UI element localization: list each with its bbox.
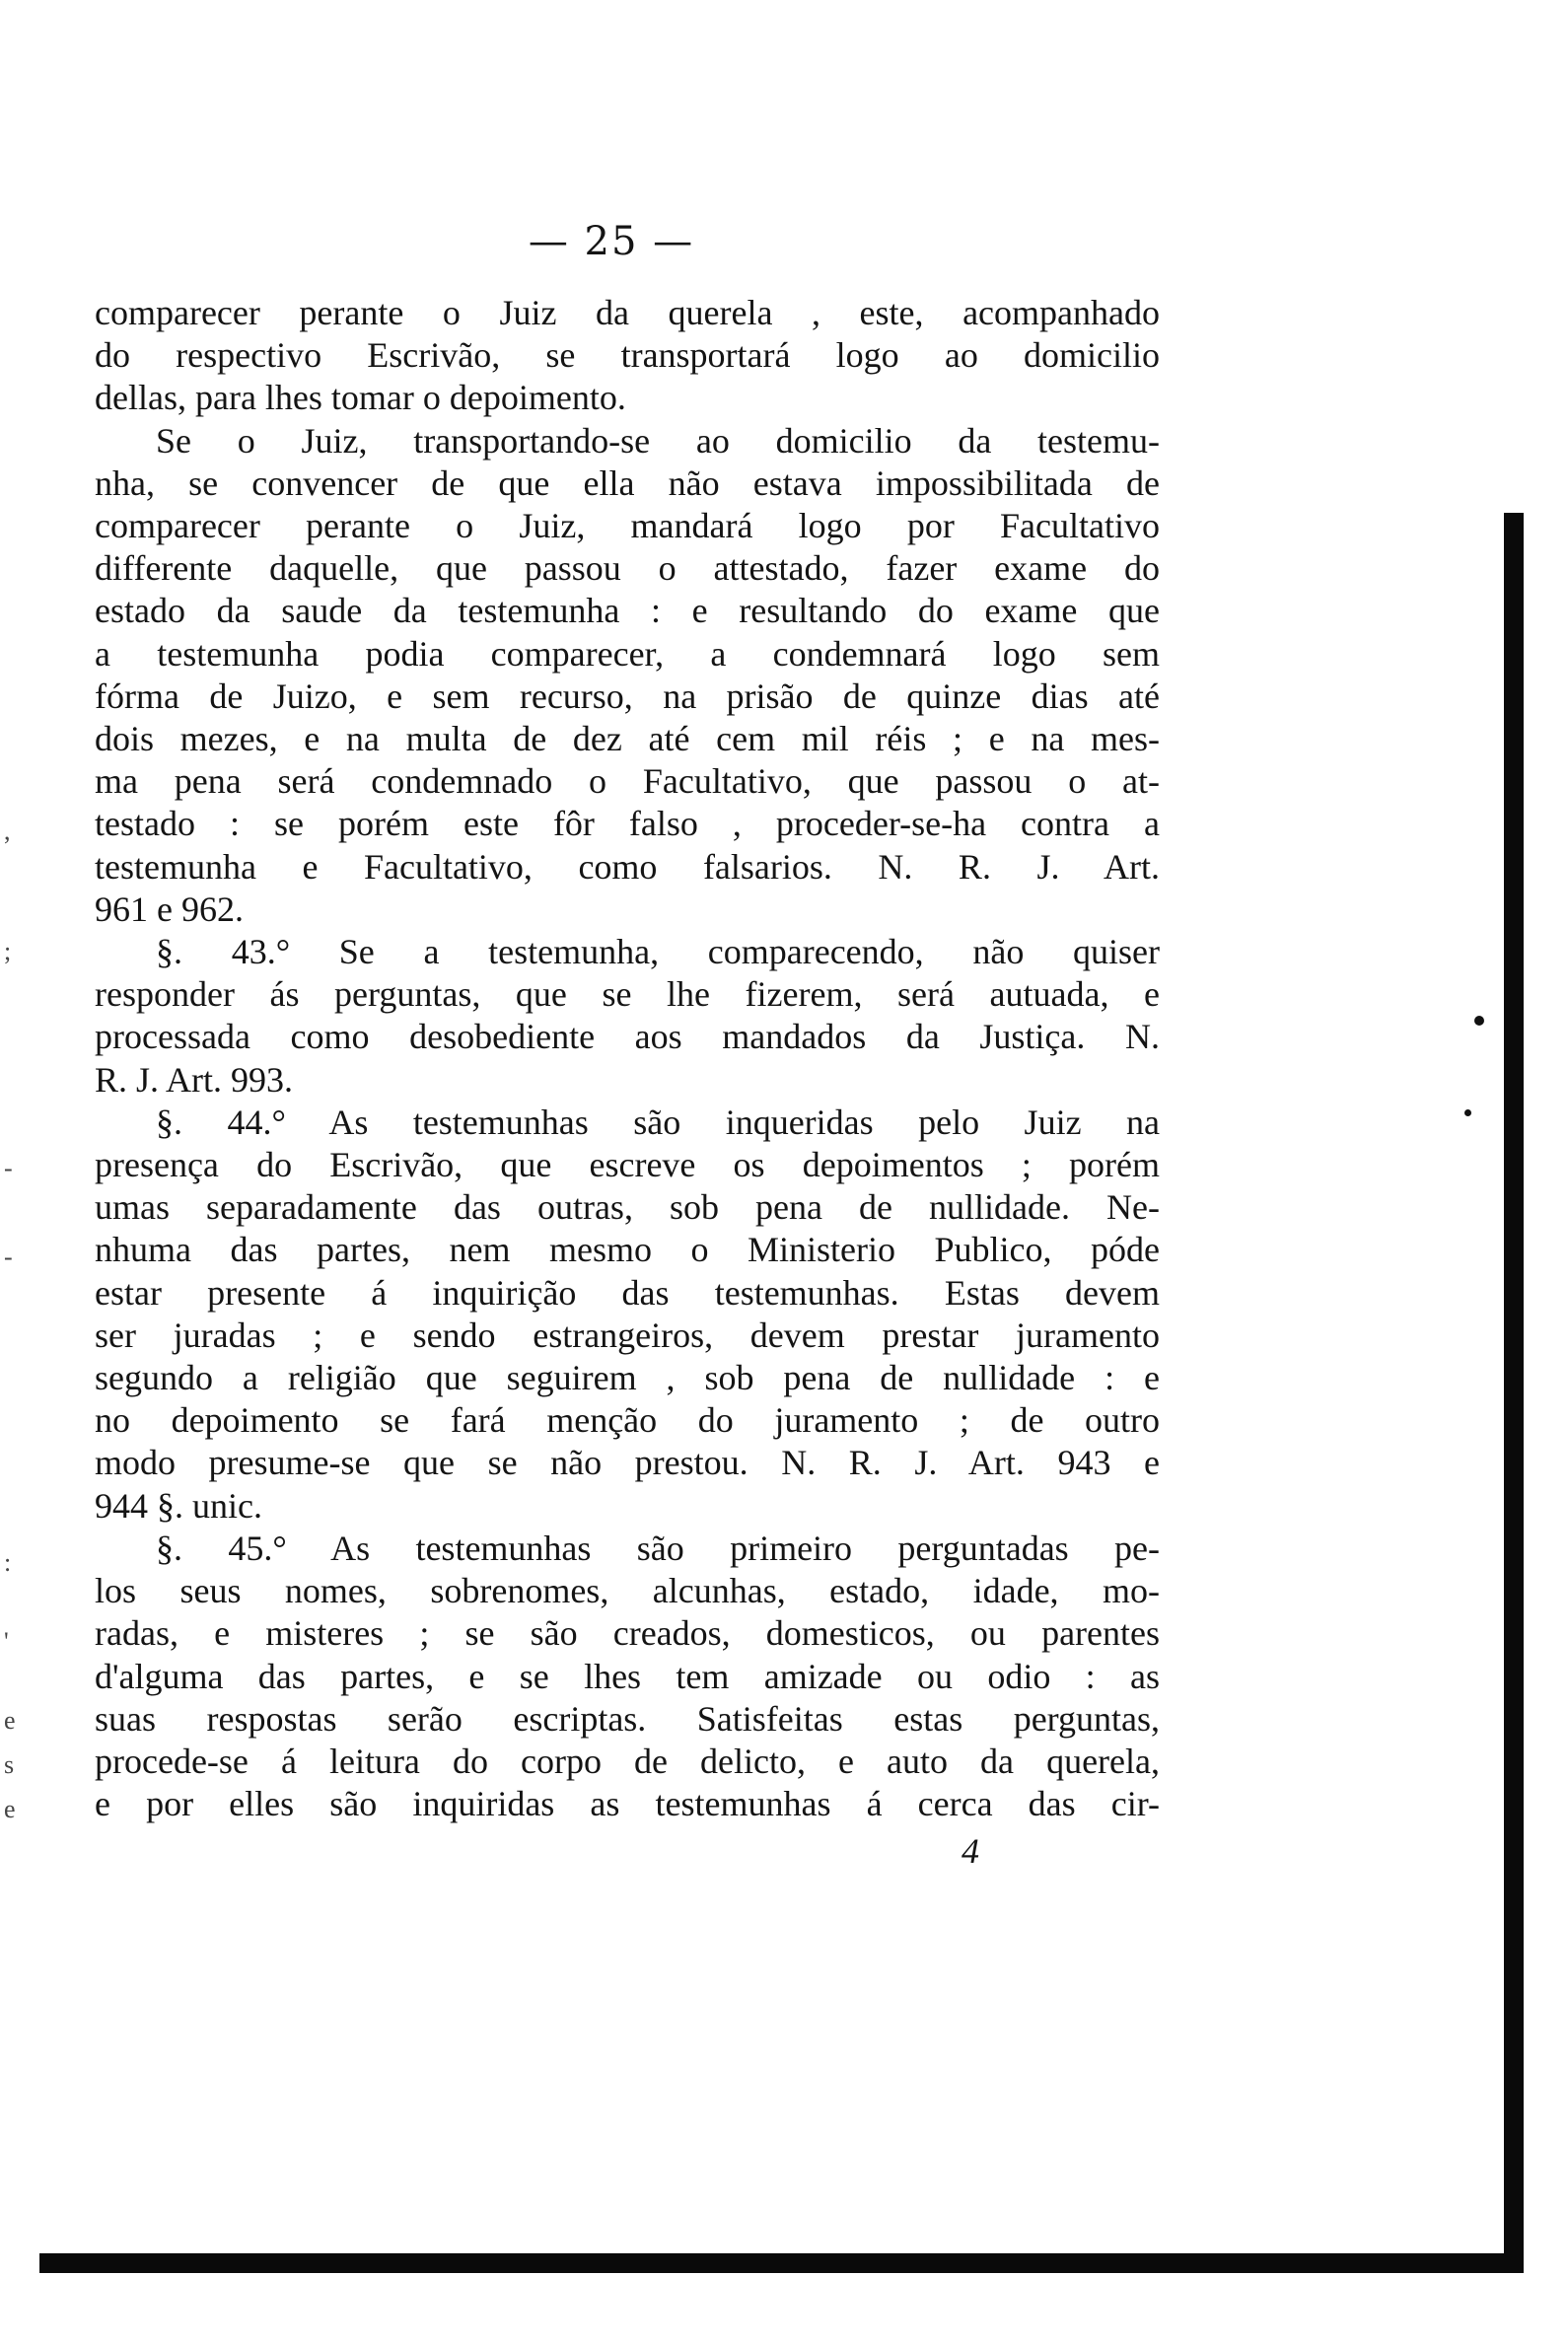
ink-speck — [1474, 1016, 1484, 1026]
text-line: estado da saude da testemunha : e resultando do exame que — [95, 591, 1160, 631]
text-line: ser juradas ; e sendo estrangeiros, devem prestar juramento — [95, 1315, 1160, 1355]
page-edge-shadow-bottom — [39, 2253, 1524, 2273]
text-line: 944 §. unic. — [95, 1485, 262, 1526]
signature-mark: 4 — [962, 1831, 979, 1871]
text-line: do respectivo Escrivão, se transportará logo ao domicilio — [95, 335, 1160, 376]
text-line: dois mezes, e na multa de dez até cem mil réis ; e na mes- — [95, 719, 1160, 759]
margin-mark: ' — [4, 1627, 9, 1656]
text-line: R. J. Art. 993. — [95, 1059, 294, 1100]
margin-mark: e — [4, 1795, 16, 1823]
text-line: fórma de Juizo, e sem recurso, na prisão de quinze dias até — [95, 676, 1160, 716]
text-line: responder ás perguntas, que se lhe fizerem, será autuada, e — [95, 974, 1160, 1015]
text-line: no depoimento se fará menção do juramento ; de outro — [95, 1400, 1160, 1441]
ink-speck — [1464, 1109, 1471, 1116]
body-text — [95, 292, 1160, 1825]
text-line: suas respostas serão escriptas. Satisfeitas estas perguntas, — [95, 1698, 1160, 1739]
page-number-header: — 25 — — [528, 219, 695, 264]
text-line: segundo a religião que seguirem , sob pena de nullidade : e — [95, 1358, 1160, 1398]
text-line: differente daquelle, que passou o attestado, fazer exame do — [95, 548, 1160, 589]
margin-mark: - — [4, 1154, 13, 1182]
text-line: testemunha e Facultativo, como falsarios. N. R. J. Art. — [95, 846, 1160, 887]
text-line: 961 e 962. — [95, 889, 244, 929]
text-line: Se o Juiz, transportando-se ao domicilio da testemu- — [156, 420, 1160, 461]
text-line: d'alguma das partes, e se lhes tem amizade ou odio : as — [95, 1656, 1160, 1696]
text-line: modo presume-se que se não prestou. N. R. J. Art. 943 e — [95, 1443, 1160, 1483]
text-line: dellas, para lhes tomar o depoimento. — [95, 378, 626, 418]
text-line: processada como desobediente aos mandados da Justiça. N. — [95, 1017, 1160, 1057]
page-edge-shadow-right — [1504, 513, 1524, 2268]
text-line: testado : se porém este fôr falso , proceder-se-ha contra a — [95, 804, 1160, 844]
margin-mark: : — [4, 1548, 12, 1577]
text-line: §. 45.° As testemunhas são primeiro perguntadas pe- — [156, 1528, 1160, 1568]
text-line: umas separadamente das outras, sob pena de nullidade. Ne- — [95, 1187, 1160, 1228]
text-line: radas, e misteres ; se são creados, domesticos, ou parentes — [95, 1613, 1160, 1654]
text-line: nha, se convencer de que ella não estava impossibilitada de — [95, 462, 1160, 503]
text-line: §. 43.° Se a testemunha, comparecendo, não quiser — [156, 932, 1160, 972]
text-line: a testemunha podia comparecer, a condemnará logo sem — [95, 633, 1160, 674]
text-line: ma pena será condemnado o Facultativo, que passou o at- — [95, 761, 1160, 802]
text-line: §. 44.° As testemunhas são inqueridas pelo Juiz na — [156, 1102, 1160, 1142]
margin-mark: s — [4, 1750, 15, 1779]
text-line: nhuma das partes, nem mesmo o Ministerio Publico, póde — [95, 1230, 1160, 1270]
margin-mark: ; — [4, 937, 12, 965]
margin-mark: e — [4, 1706, 16, 1735]
text-line: presença do Escrivão, que escreve os depoimentos ; porém — [95, 1145, 1160, 1185]
text-line: estar presente á inquirição das testemunhas. Estas devem — [95, 1272, 1160, 1313]
margin-mark: , — [4, 817, 11, 845]
text-line: los seus nomes, sobrenomes, alcunhas, estado, idade, mo- — [95, 1571, 1160, 1611]
text-line: comparecer perante o Juiz, mandará logo por Facultativo — [95, 506, 1160, 546]
margin-mark: - — [4, 1243, 13, 1271]
text-line: e por elles são inquiridas as testemunhas á cerca das cir- — [95, 1784, 1160, 1824]
text-line: comparecer perante o Juiz da querela , este, acompanhado — [95, 293, 1160, 332]
text-line: procede-se á leitura do corpo de delicto, e auto da querela, — [95, 1741, 1160, 1781]
